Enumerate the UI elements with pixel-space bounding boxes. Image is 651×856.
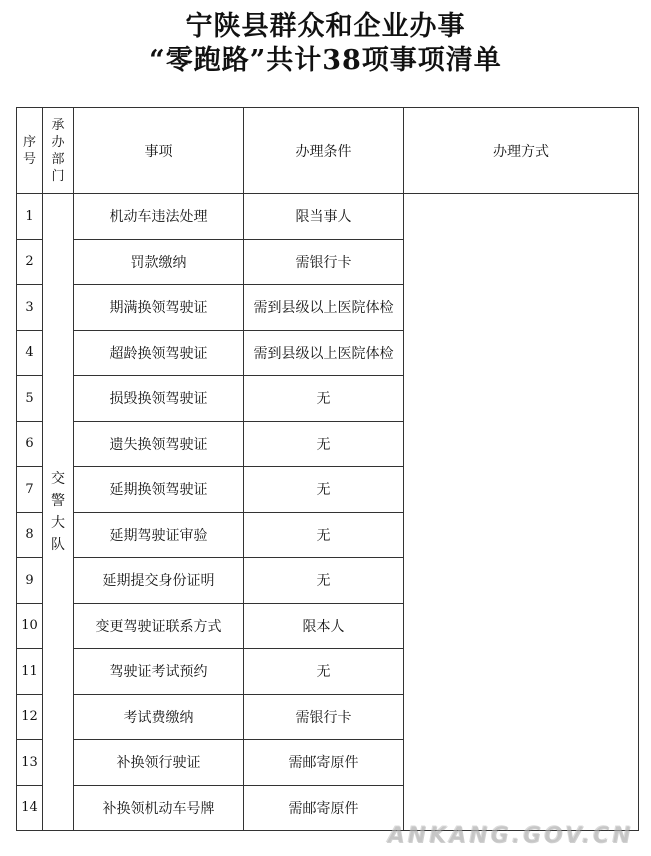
- row-number: 5: [17, 376, 43, 422]
- item-cell: 补换领行驶证: [74, 740, 244, 786]
- row-number: 1: [17, 194, 43, 240]
- header-seq: 序号: [17, 108, 43, 194]
- department-cell: 交警大队: [43, 194, 74, 831]
- condition-cell: 无: [244, 649, 404, 695]
- row-number: 8: [17, 512, 43, 558]
- table-row: [17, 194, 639, 240]
- item-cell: 延期提交身份证明: [74, 558, 244, 604]
- condition-cell: 无: [244, 467, 404, 513]
- header-method: 办理方式: [404, 108, 639, 194]
- condition-cell: 需邮寄原件: [244, 785, 404, 831]
- item-cell: 补换领机动车号牌: [74, 785, 244, 831]
- page-title-line2: “零跑路”共计38项事项清单: [149, 45, 502, 76]
- condition-cell: 需到县级以上医院体检: [244, 285, 404, 331]
- method-cell: [404, 194, 639, 831]
- condition-cell: 需邮寄原件: [244, 740, 404, 786]
- header-dept: 承办部门: [43, 108, 74, 194]
- page-title-line1: 宁陕县群众和企业办事: [185, 11, 466, 42]
- condition-cell: 限当事人: [244, 194, 404, 240]
- condition-cell: 无: [244, 376, 404, 422]
- item-cell: 延期换领驾驶证: [74, 467, 244, 513]
- item-cell: 遗失换领驾驶证: [74, 421, 244, 467]
- row-number: 2: [17, 239, 43, 285]
- condition-cell: 无: [244, 512, 404, 558]
- row-number: 4: [17, 330, 43, 376]
- header-conditions: 办理条件: [244, 108, 404, 194]
- row-number: 14: [17, 785, 43, 831]
- condition-cell: 无: [244, 421, 404, 467]
- table-header-row: [17, 108, 639, 194]
- condition-cell: 需银行卡: [244, 239, 404, 285]
- item-cell: 损毁换领驾驶证: [74, 376, 244, 422]
- condition-cell: 无: [244, 558, 404, 604]
- header-item: 事项: [74, 108, 244, 194]
- condition-cell: 限本人: [244, 603, 404, 649]
- row-number: 10: [17, 603, 43, 649]
- site-watermark: ANKANG.GOV.CN: [387, 823, 633, 848]
- table-body: [17, 194, 639, 831]
- row-number: 9: [17, 558, 43, 604]
- row-number: 13: [17, 740, 43, 786]
- item-cell: 罚款缴纳: [74, 239, 244, 285]
- item-cell: 延期驾驶证审验: [74, 512, 244, 558]
- item-cell: 考试费缴纳: [74, 694, 244, 740]
- condition-cell: 需到县级以上医院体检: [244, 330, 404, 376]
- item-cell: 超龄换领驾驶证: [74, 330, 244, 376]
- row-number: 6: [17, 421, 43, 467]
- condition-cell: 需银行卡: [244, 694, 404, 740]
- row-number: 3: [17, 285, 43, 331]
- item-cell: 期满换领驾驶证: [74, 285, 244, 331]
- item-cell: 驾驶证考试预约: [74, 649, 244, 695]
- matters-table: [16, 107, 639, 831]
- row-number: 7: [17, 467, 43, 513]
- row-number: 11: [17, 649, 43, 695]
- item-cell: 变更驾驶证联系方式: [74, 603, 244, 649]
- row-number: 12: [17, 694, 43, 740]
- item-cell: 机动车违法处理: [74, 194, 244, 240]
